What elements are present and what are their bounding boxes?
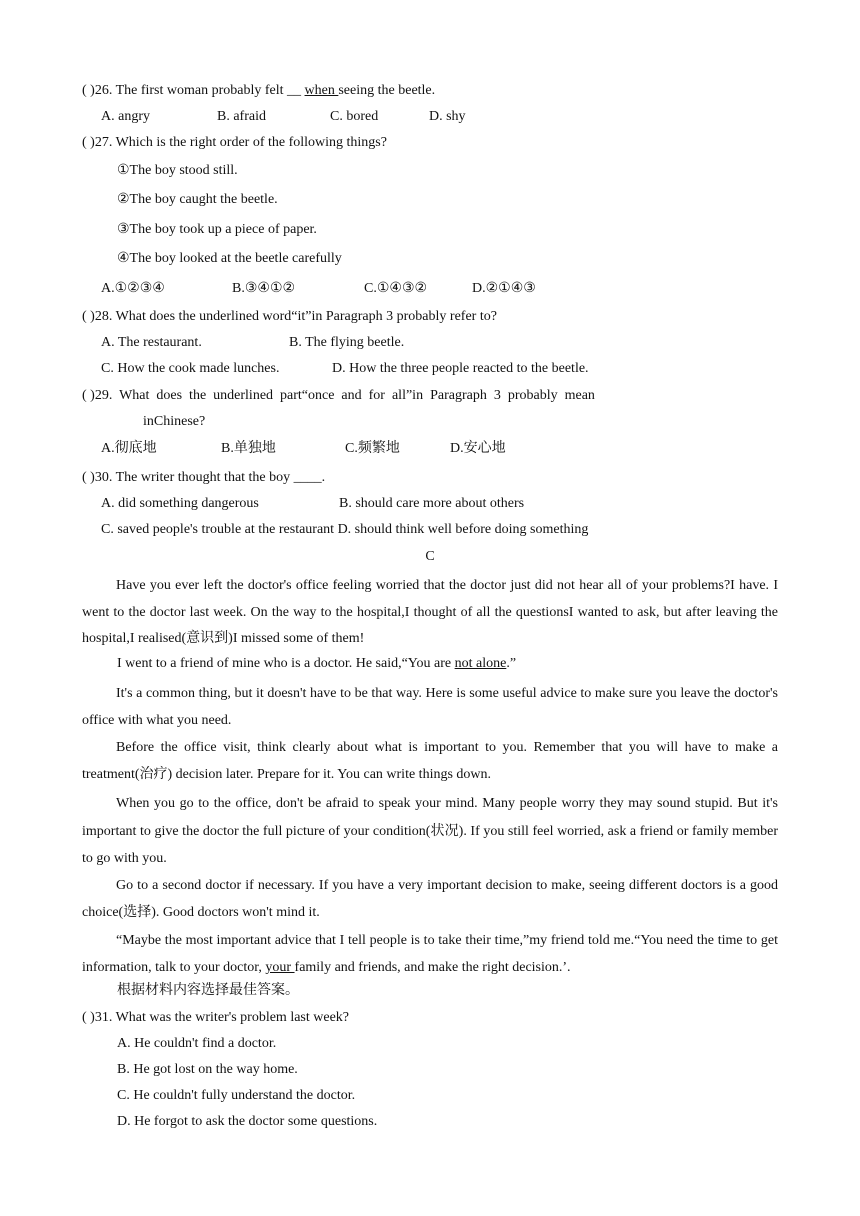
option-d: D.安心地 xyxy=(450,441,506,456)
passage-paragraph-5: When you go to the office, don't be afraid to speak your mind. Many people worry they may sound stupid. But it's important to give the doctor the full picture of your condition(状况). If you still feel worried, ask a friend or family member to go with you. xyxy=(82,796,778,866)
question-text: 27. Which is the right order of the following things? xyxy=(94,135,387,150)
option-b: B. afraid xyxy=(217,109,266,124)
option-c-d-line xyxy=(101,521,588,539)
option-c: C.①④③② xyxy=(364,281,428,296)
answer-paren: ( ) xyxy=(82,309,95,324)
option-b: B. He got lost on the way home. xyxy=(117,1062,298,1077)
question-29 xyxy=(82,387,595,405)
underlined-word: your xyxy=(265,960,295,975)
option-a: A.彻底地 xyxy=(101,441,157,456)
passage-paragraph-7: “Maybe the most important advice that I tell people is to take their time,”my friend told me.“You need the time to get information, talk to your doctor, your family and friends, and make the right decision.’. xyxy=(82,933,778,975)
question-text: 31. What was the writer's problem last week? xyxy=(94,1010,350,1025)
answer-paren: ( ) xyxy=(82,470,95,485)
question-31 xyxy=(82,1009,349,1027)
list-item: ④The boy looked at the beetle carefully xyxy=(117,251,342,266)
instruction: 根据材料内容选择最佳答案。 xyxy=(117,983,299,998)
option-b: B.单独地 xyxy=(221,441,276,456)
answer-paren: ( ) xyxy=(82,1010,95,1025)
option-c: C. saved people's trouble at the restaurant xyxy=(101,522,335,537)
option-a: A. angry xyxy=(101,109,150,124)
option-a: A. He couldn't find a doctor. xyxy=(117,1036,277,1051)
option-c: C. He couldn't fully understand the doctor. xyxy=(117,1088,356,1103)
question-text: 28. What does the underlined word“it”in Paragraph 3 probably refer to? xyxy=(94,309,497,324)
option-b: B.③④①② xyxy=(232,281,296,296)
question-26 xyxy=(82,82,435,100)
question-text: 26. The first woman probably felt xyxy=(94,83,288,98)
option-d: D. How the three people reacted to the beetle. xyxy=(332,361,589,376)
option-b: B. should care more about others xyxy=(339,496,525,511)
question-text: 29. What does the underlined part“once and for all”in Paragraph 3 probably mean xyxy=(94,388,595,403)
passage-paragraph-4: Before the office visit, think clearly about what is important to you. Remember that you will have to make a treatment(治疗) decision later. Prepare for it. You can write things down. xyxy=(82,740,778,782)
option-a: A.①②③④ xyxy=(101,281,165,296)
underlined-word: when xyxy=(304,83,339,98)
passage-paragraph-2: I went to a friend of mine who is a doctor. He said,“You are not alone.” xyxy=(117,656,517,671)
question-text-continued: inChinese? xyxy=(143,414,206,429)
option-d: D. should think well before doing something xyxy=(337,522,589,537)
passage-paragraph-1: Have you ever left the doctor's office feeling worried that the doctor just did not hear all of your problems?I have. I went to the doctor last week. On the way to the hospital,I thought of all the questionsI wanted to ask, but after leaving the hospital,I realised(意识到)I missed some of them! xyxy=(82,578,778,646)
list-item: ③The boy took up a piece of paper. xyxy=(117,222,317,237)
list-item: ①The boy stood still. xyxy=(117,163,238,178)
option-a: A. The restaurant. xyxy=(101,335,202,350)
option-d: D.②①④③ xyxy=(472,281,536,296)
question-27 xyxy=(82,134,387,152)
question-28 xyxy=(82,308,497,326)
answer-blank: __ xyxy=(287,83,305,98)
option-d: D. He forgot to ask the doctor some questions. xyxy=(117,1114,378,1129)
option-b: B. The flying beetle. xyxy=(289,335,405,350)
option-c: C. bored xyxy=(330,109,379,124)
option-c: C.频繁地 xyxy=(345,441,400,456)
underlined-phrase: not alone xyxy=(454,656,507,671)
answer-paren: ( ) xyxy=(82,388,95,403)
option-c: C. How the cook made lunches. xyxy=(101,361,280,376)
question-text: 30. The writer thought that the boy ____. xyxy=(94,470,326,485)
passage-paragraph-3: It's a common thing, but it doesn't have to be that way. Here is some useful advice to make sure you leave the doctor's office with what you need. xyxy=(82,686,778,728)
question-text-end: seeing the beetle. xyxy=(338,83,436,98)
answer-paren: ( ) xyxy=(82,83,95,98)
list-item: ②The boy caught the beetle. xyxy=(117,192,278,207)
answer-paren: ( ) xyxy=(82,135,95,150)
passage-label: C xyxy=(425,549,435,564)
question-30 xyxy=(82,469,325,487)
option-a: A. did something dangerous xyxy=(101,496,259,511)
option-d: D. shy xyxy=(429,109,466,124)
passage-paragraph-6: Go to a second doctor if necessary. If you have a very important decision to make, seeing different doctors is a good choice(选择). Good doctors won't mind it. xyxy=(82,878,778,920)
